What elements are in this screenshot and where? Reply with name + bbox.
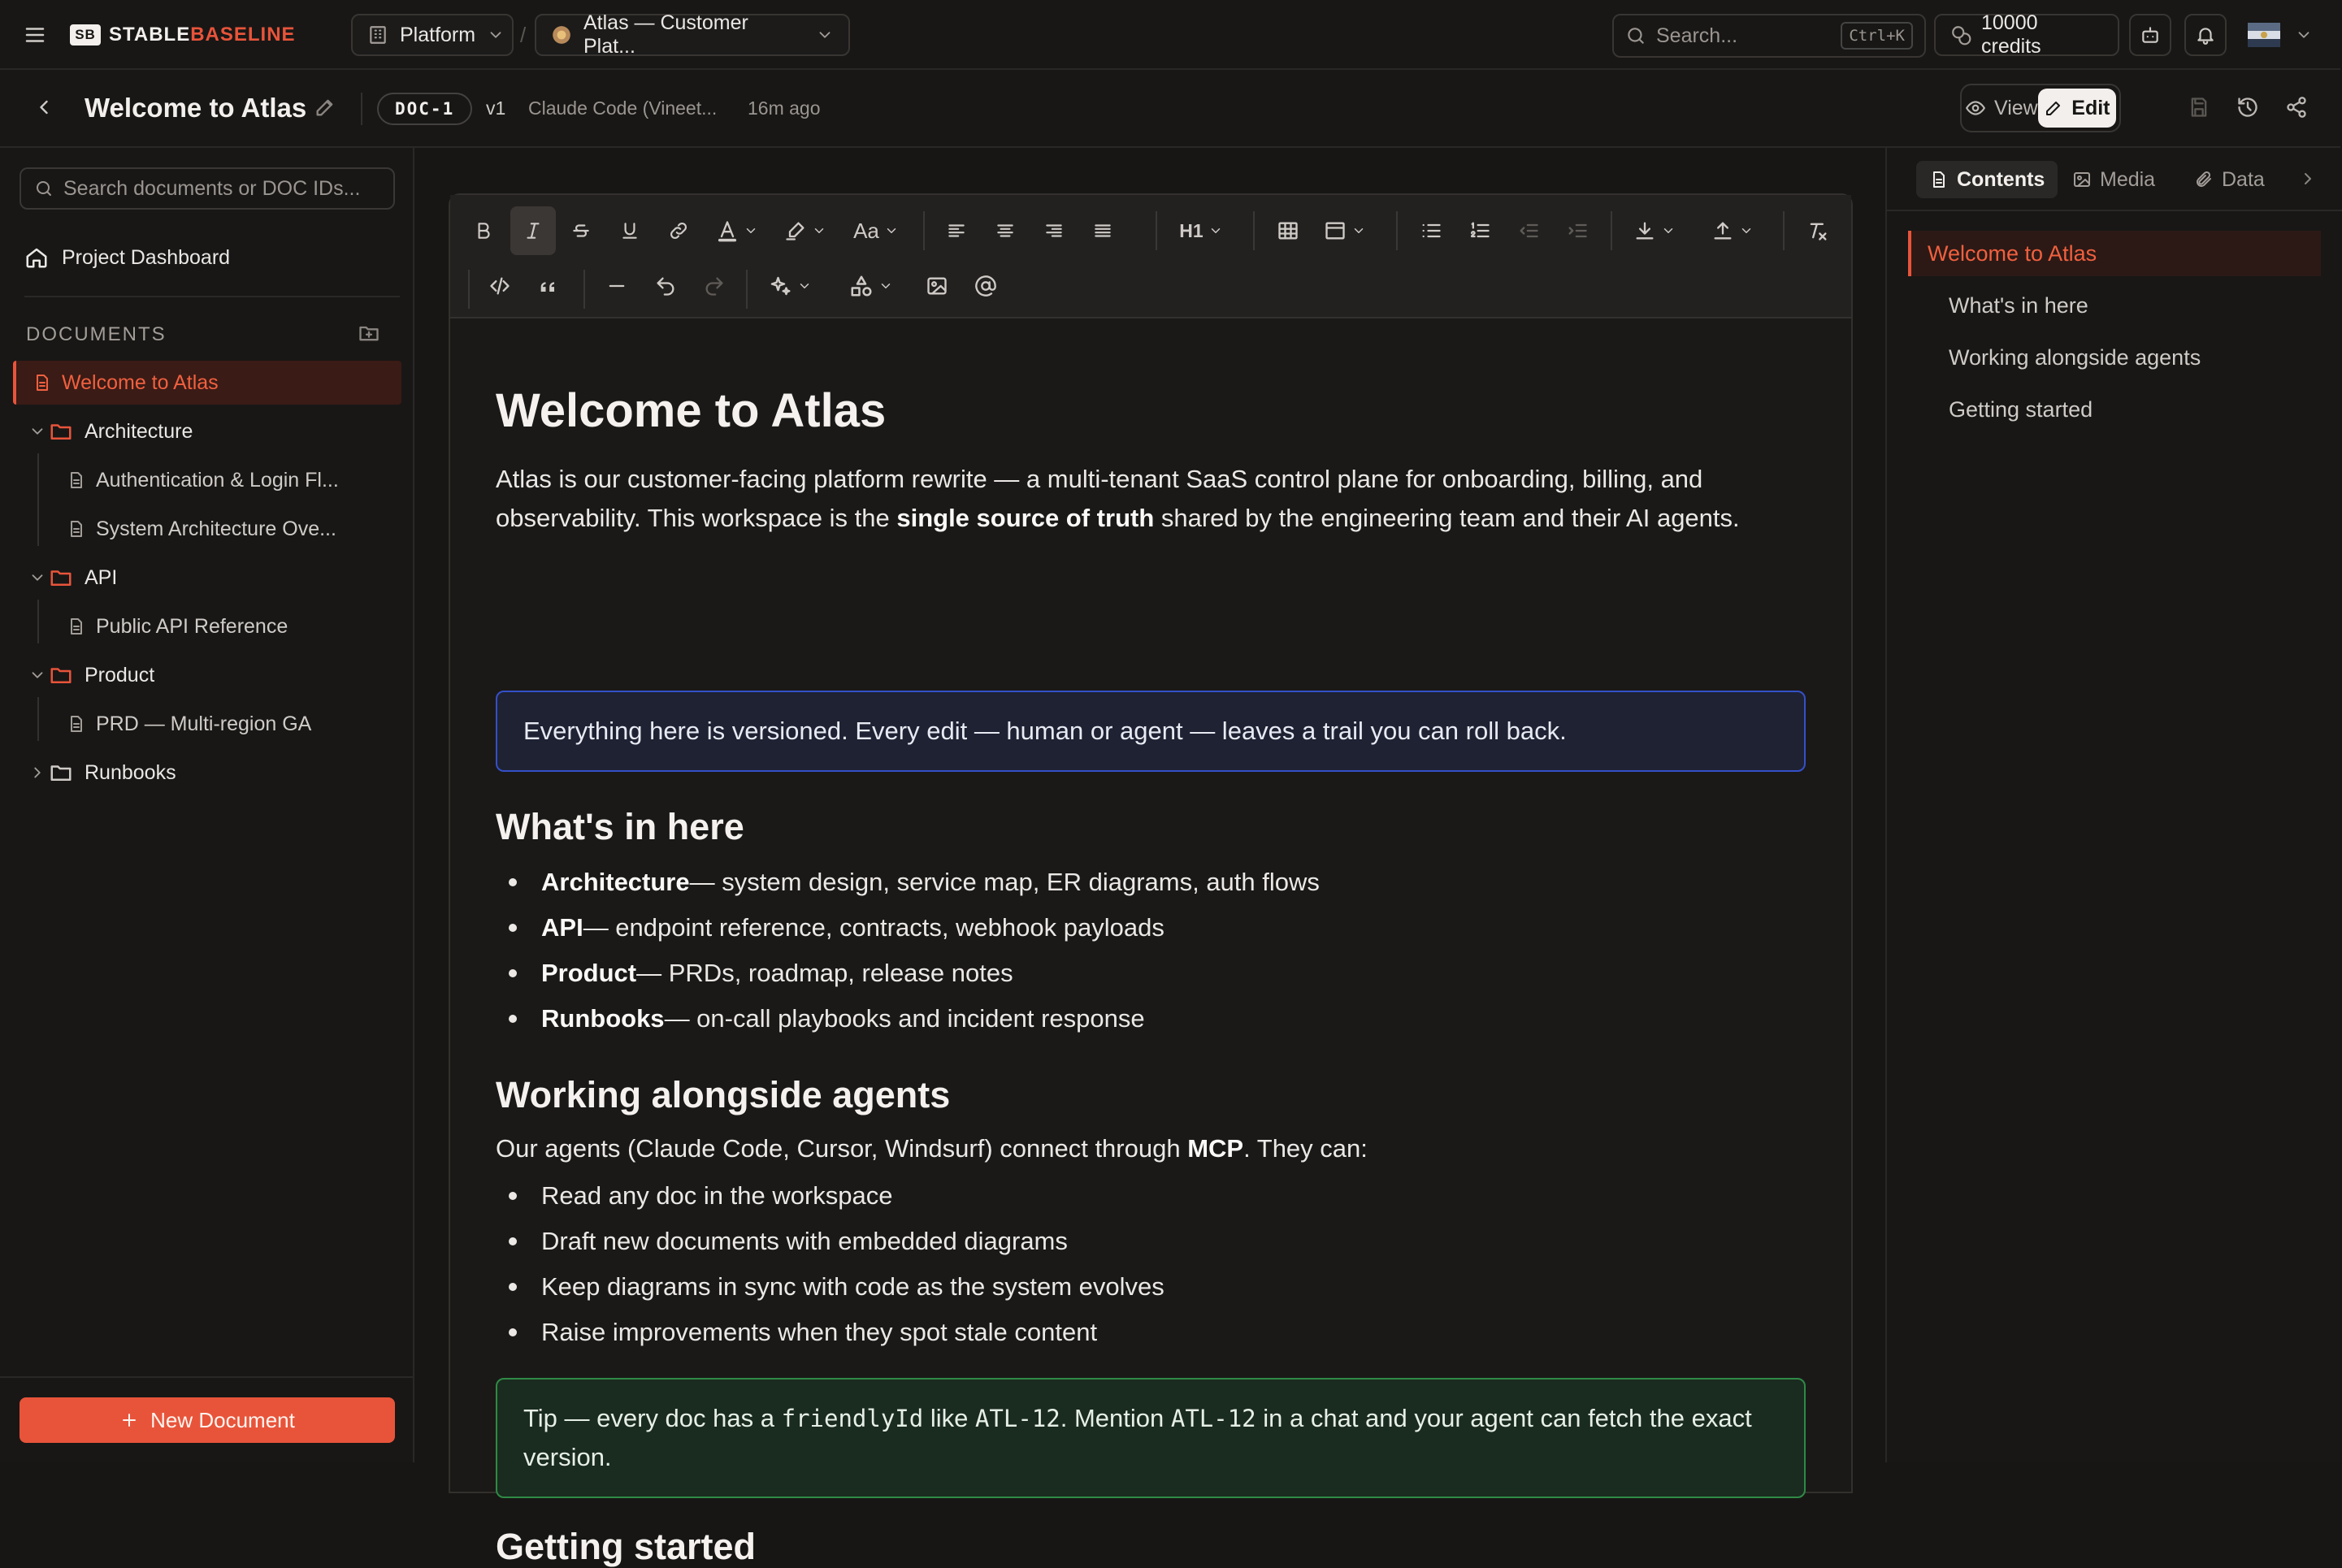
chevron-left-icon [33,96,55,119]
doc-id-badge[interactable]: DOC-1 [377,93,472,125]
tree-item-label: Authentication & Login Fl... [96,468,339,492]
chevron-down-icon [816,26,834,44]
horizontal-rule-icon [605,275,628,297]
agents-paragraph [496,1129,1809,1168]
italic-button[interactable] [510,206,556,255]
list-item [496,913,1164,942]
chevron-right-icon [2298,169,2318,188]
highlighter-icon [784,219,807,242]
info-callout-text: Everything here is versioned. Every edit — human or agent — leaves a trail you can roll back. [523,717,1567,745]
chevron-down-icon [1661,223,1676,238]
right-panel [1885,148,2340,1462]
search-icon [1625,25,1646,46]
notifications-button[interactable] [2184,14,2227,56]
bot-icon [2140,24,2161,45]
undo-button[interactable] [644,262,687,310]
tree-item-label: PRD — Multi-region GA [96,712,312,735]
download-icon [1633,219,1656,242]
avatar [2248,23,2280,47]
heading-whats-in-here: What's in here [496,806,744,847]
divider [361,93,362,125]
tree-item-system-architecture[interactable] [13,507,401,551]
highlight-dropdown[interactable] [775,206,835,255]
project-selector[interactable] [535,11,850,58]
list-item-text: Keep diagrams in sync with code as the system evolves [541,1272,1164,1301]
link-button[interactable] [657,206,700,255]
quote-button[interactable] [527,262,570,310]
file-icon [67,617,86,636]
align-left-button[interactable] [935,206,978,255]
intro-text: Atlas is our customer-facing platform rewrite — a multi-tenant SaaS control plane for onboarding, billing, and observability. This workspace is the [496,465,1703,532]
tab-contents[interactable] [1916,161,2058,198]
history-button[interactable] [2236,96,2259,119]
tab-data-label: Data [2222,167,2265,191]
tree-item-welcome[interactable] [13,361,401,405]
logo[interactable] [70,23,296,47]
tree-item-label: Public API Reference [96,614,288,638]
strikethrough-button[interactable] [559,206,603,255]
intro-paragraph [496,460,1809,538]
toolbar-separator [1611,211,1612,250]
image-button[interactable] [915,262,959,310]
chevron-down-icon [797,279,812,293]
tab-media[interactable] [2059,161,2168,198]
back-button[interactable] [33,96,55,119]
toolbar-separator [583,270,585,309]
eye-icon [1965,97,1986,119]
list-item-text: Read any doc in the workspace [541,1181,893,1210]
save-icon [2188,96,2210,119]
bold-icon [473,220,494,241]
list-item [496,1004,1145,1033]
heading-working-alongside-agents: Working alongside agents [496,1074,951,1115]
platform-label: Platform [400,23,476,46]
chevron-down-icon [812,223,826,238]
history-icon [2236,96,2259,119]
menu-icon[interactable] [23,23,47,47]
toc-item-welcome[interactable]: Welcome to Atlas [1908,231,2321,276]
redo-icon [703,275,726,297]
tip-text: . Mention [1060,1404,1171,1432]
folder-plus-icon [358,322,380,344]
tree-folder-api[interactable] [13,556,401,600]
toolbar-separator [746,270,748,309]
documents-section-label: DOCUMENTS [26,323,167,345]
coins-icon [1950,24,1971,45]
toc-item-whats-in-here[interactable]: What's in here [1949,292,2088,318]
author-label: Claude Code (Vineet... [528,97,718,119]
text-color-dropdown[interactable] [707,206,767,255]
undo-icon [654,275,677,297]
indent-button[interactable] [1555,206,1599,255]
bold-button[interactable] [462,206,505,255]
updated-label: 16m ago [748,97,821,119]
paperclip-icon [2194,170,2214,189]
pencil-icon [2044,98,2063,118]
tip-code: friendlyId [781,1405,924,1432]
logo-word-baseline: BASELINE [190,24,296,45]
ai-dropdown[interactable] [757,262,822,310]
toolbar-separator [1396,211,1398,250]
chevron-down-icon [26,422,49,440]
link-icon [668,220,689,241]
chevron-right-icon [26,764,49,782]
chevron-down-icon [487,26,505,44]
font-size-label: Aa [853,218,879,243]
import-dropdown[interactable] [1624,206,1685,255]
agents-bold: MCP [1187,1134,1244,1163]
search-placeholder: Search... [1656,24,1738,47]
view-button[interactable] [1965,97,2038,120]
at-sign-icon [974,275,997,297]
file-icon [33,373,52,392]
folder-icon [49,760,73,785]
list-item-text: Raise improvements when they spot stale content [541,1318,1098,1346]
tree-item-prd[interactable] [13,702,401,746]
file-icon [1929,170,1949,189]
rename-button[interactable] [314,96,336,119]
chevron-down-icon [744,223,758,238]
tip-callout-text [523,1399,1778,1477]
bullet-list-button[interactable] [1409,206,1453,255]
new-document-label: New Document [150,1407,295,1432]
table-button[interactable] [1266,206,1310,255]
chevron-down-icon [1351,223,1366,238]
edit-button[interactable] [2038,89,2116,128]
right-panel-tabs [1887,148,2342,211]
new-document-button[interactable] [20,1397,395,1443]
bot-button[interactable] [2129,14,2171,56]
folder-icon [49,565,73,590]
folder-icon [49,663,73,687]
file-icon [67,519,86,539]
code-icon [488,275,511,297]
breadcrumb-separator: / [520,23,527,47]
chevron-down-icon [26,569,49,587]
tree-item-auth[interactable] [13,458,401,502]
chevron-down-icon [2295,26,2313,44]
tip-code: ATL-12 [974,1405,1060,1432]
list-item [496,868,1320,897]
list-item-bold: Product [541,959,637,987]
clear-formatting-icon [1806,219,1829,242]
list-item [496,1272,1164,1302]
font-size-dropdown[interactable] [844,206,909,255]
tree-item-label: API [85,565,118,589]
strikethrough-icon [570,220,592,241]
underline-icon [619,220,640,241]
search-shortcut: Ctrl+K [1841,22,1913,50]
tree-item-label: Architecture [85,419,193,443]
credits-label: 10000 credits [1981,11,2041,58]
sparkles-icon [768,274,792,298]
document-search-input[interactable] [20,167,395,210]
export-dropdown[interactable] [1702,206,1763,255]
list-item-text: — on-call playbooks and incident response [664,1004,1145,1033]
file-icon [67,714,86,734]
toolbar-separator [468,270,470,309]
page-title: Welcome to Atlas [85,93,307,123]
divider [24,296,400,297]
layout-dropdown[interactable] [1315,206,1375,255]
project-dashboard-link[interactable] [24,245,230,270]
tree-folder-architecture[interactable] [13,409,401,453]
platform-selector[interactable] [351,14,514,56]
chevron-down-icon [884,223,899,238]
user-menu[interactable] [2248,23,2313,47]
image-icon [2072,170,2092,189]
list-item-text: — endpoint reference, contracts, webhook payloads [583,913,1164,942]
credits-button[interactable] [1934,11,2119,58]
list-item [496,959,1013,988]
outdent-button[interactable] [1507,206,1550,255]
italic-icon [523,220,544,241]
list-item-text: Draft new documents with embedded diagrams [541,1227,1068,1255]
top-bar [0,0,2340,70]
project-dashboard-label: Project Dashboard [62,245,231,269]
logo-word-stable: STABLE [109,24,191,45]
project-label: Atlas — Customer Plat... [583,11,748,58]
align-justify-icon [1092,220,1113,241]
tree-item-label: Runbooks [85,760,176,784]
tip-text: in a chat and your agent can fetch the exact version. [523,1404,1752,1471]
share-button[interactable] [2285,96,2308,119]
info-callout [496,691,1806,772]
align-center-button[interactable] [983,206,1027,255]
horizontal-rule-button[interactable] [595,262,639,310]
list-item [496,1318,1097,1347]
tree-item-label: Welcome to Atlas [62,370,219,394]
align-justify-button[interactable] [1081,206,1125,255]
align-right-icon [1043,220,1065,241]
collapse-panel-button[interactable] [2298,169,2318,188]
toc-item-working-alongside-agents[interactable]: Working alongside agents [1949,344,2201,370]
outdent-icon [1517,219,1540,242]
clear-formatting-button[interactable] [1796,206,1840,255]
toc-item-getting-started[interactable]: Getting started [1949,396,2093,422]
tip-code: ATL-12 [1170,1405,1256,1432]
align-left-icon [946,220,967,241]
tree-item-label: System Architecture Ove... [96,517,336,540]
mention-button[interactable] [964,262,1008,310]
editor [449,193,1853,1567]
align-right-button[interactable] [1032,206,1076,255]
tree-folder-runbooks[interactable] [13,751,401,795]
list-item [496,1227,1068,1256]
home-icon [24,245,49,270]
chevron-down-icon [878,279,893,293]
version-label: v1 [486,97,506,119]
intro-bold: single source of truth [896,504,1155,532]
tip-text: Tip — every doc has a [523,1404,782,1432]
new-folder-button[interactable] [358,322,380,344]
pencil-icon [314,96,336,119]
formatting-toolbar [450,195,1851,318]
chevron-down-icon [1208,223,1223,238]
document-search-placeholder: Search documents or DOC IDs... [63,176,361,200]
logo-mark: SB [70,24,101,45]
align-center-icon [995,220,1016,241]
text-color-icon [716,219,739,242]
code-button[interactable] [478,262,522,310]
indent-icon [1566,219,1589,242]
tab-contents-label: Contents [1957,167,2045,191]
plus-icon [119,1410,139,1430]
agents-text-end: . They can: [1243,1134,1368,1163]
tip-callout [496,1378,1806,1498]
shapes-dropdown[interactable] [839,262,904,310]
search-icon [34,179,54,198]
heading-getting-started: Getting started [496,1526,757,1567]
sidebar [0,148,414,1462]
bullet-list-icon [1420,219,1442,242]
quote-icon [537,275,560,297]
list-item-text: — PRDs, roadmap, release notes [636,959,1013,987]
list-item-bold: Architecture [541,868,690,896]
edit-label: Edit [2071,96,2110,119]
bell-icon [2195,24,2216,45]
shapes-icon [849,274,874,298]
file-icon [67,470,86,490]
list-item-bold: Runbooks [541,1004,665,1033]
layout-icon [1324,219,1347,242]
chevron-down-icon [1739,223,1754,238]
tab-media-label: Media [2100,167,2156,191]
tree-folder-product[interactable] [13,653,401,697]
upload-icon [1711,219,1734,242]
tree-item-public-api[interactable] [13,604,401,648]
list-item [496,1181,893,1211]
tip-text: like [923,1404,975,1432]
save-button[interactable] [2188,96,2210,119]
numbered-list-icon [1468,219,1491,242]
agents-text: Our agents (Claude Code, Cursor, Windsurf) connect through [496,1134,1188,1163]
doc-heading-1: Welcome to Atlas [496,384,887,437]
redo-button[interactable] [692,262,736,310]
toolbar-separator [1783,211,1785,250]
image-icon [926,275,948,297]
chevron-down-icon [26,666,49,684]
table-icon [1277,219,1299,242]
underline-button[interactable] [608,206,652,255]
view-label: View [1994,96,2038,119]
tab-data[interactable] [2181,161,2278,198]
toolbar-separator [1253,211,1255,250]
toolbar-separator [923,211,925,250]
numbered-list-button[interactable] [1458,206,1502,255]
heading-dropdown[interactable] [1169,206,1234,255]
view-edit-toggle [1960,84,2121,132]
project-avatar-icon [551,24,572,45]
list-item-text: — system design, service map, ER diagrams, auth flows [689,868,1320,896]
global-search[interactable] [1612,14,1926,58]
toolbar-separator [1156,211,1157,250]
heading-label: H1 [1179,219,1204,241]
tree-item-label: Product [85,663,155,687]
building-icon [367,24,388,45]
folder-icon [49,419,73,444]
divider [0,1376,414,1378]
list-item-bold: API [541,913,583,942]
share-icon [2285,96,2308,119]
document-header [0,70,2340,148]
intro-text-end: shared by the engineering team and their AI agents. [1154,504,1740,532]
